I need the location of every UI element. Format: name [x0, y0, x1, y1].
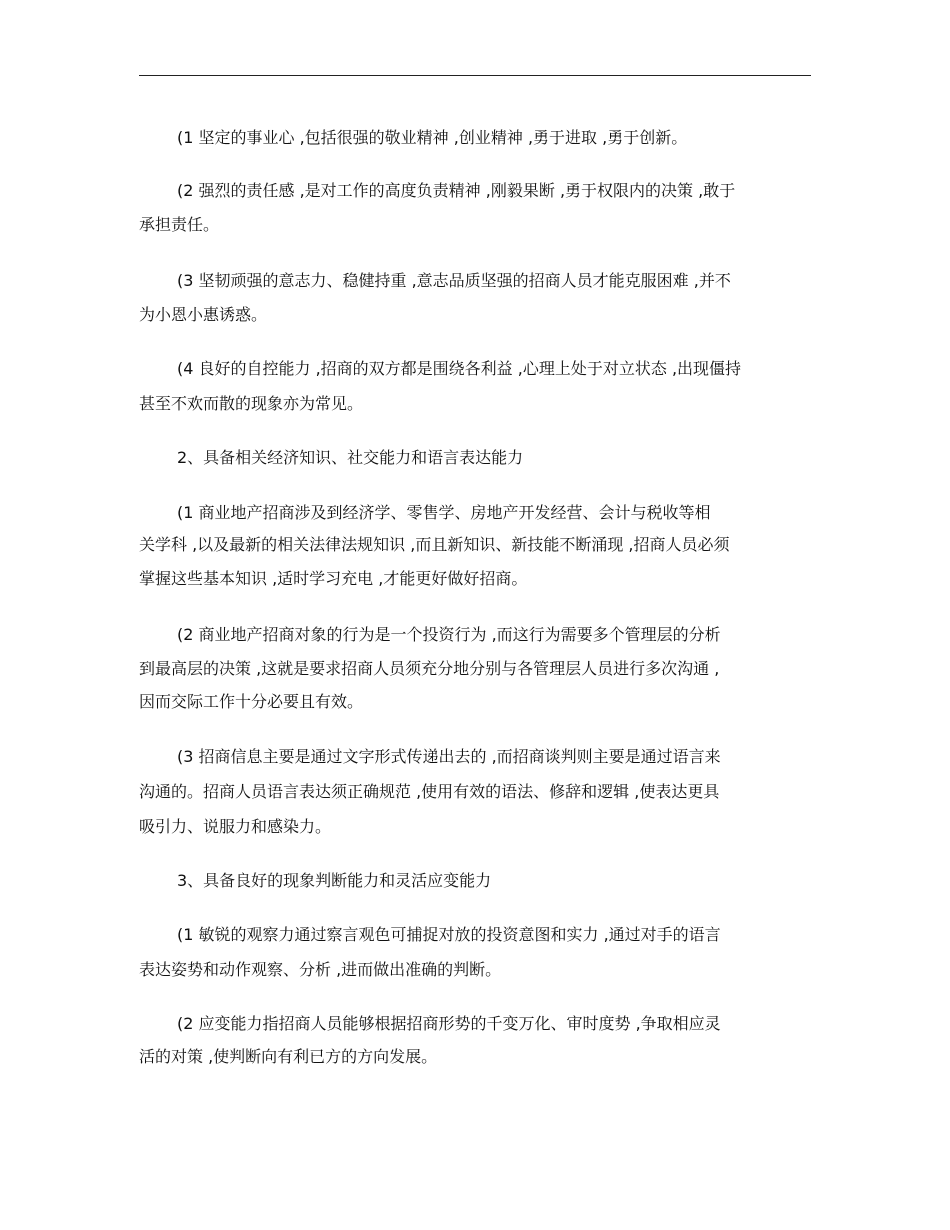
- text-line: 表达姿势和动作观察、分析 ,进而做出准确的判断。: [139, 960, 502, 979]
- text-line: 吸引力、说服力和感染力。: [139, 817, 332, 836]
- text-line: (2 应变能力指招商人员能够根据招商形势的千变万化、审时度势 ,争取相应灵: [177, 1014, 721, 1033]
- text-line: 承担责任。: [139, 215, 220, 234]
- text-line: (2 商业地产招商对象的行为是一个投资行为 ,而这行为需要多个管理层的分析: [177, 625, 721, 644]
- text-line: (3 招商信息主要是通过文字形式传递出去的 ,而招商谈判则主要是通过语言来: [177, 747, 721, 766]
- header-rule: [139, 75, 811, 76]
- text-line: 因而交际工作十分必要且有效。: [139, 692, 364, 711]
- text-line: 活的对策 ,使判断向有利已方的方向发展。: [139, 1047, 438, 1066]
- text-line: 关学科 ,以及最新的相关法律法规知识 ,而且新知识、新技能不断涌现 ,招商人员必须: [139, 535, 730, 554]
- text-line: (4 良好的自控能力 ,招商的双方都是围绕各利益 ,心理上处于对立状态 ,出现僵持: [177, 359, 742, 378]
- text-line: (1 坚定的事业心 ,包括很强的敬业精神 ,创业精神 ,勇于进取 ,勇于创新。: [177, 128, 688, 147]
- text-line: (2 强烈的责任感 ,是对工作的高度负责精神 ,刚毅果断 ,勇于权限内的决策 ,敢于: [177, 181, 736, 200]
- text-line: 掌握这些基本知识 ,适时学习充电 ,才能更好做好招商。: [139, 569, 528, 588]
- text-line: (1 敏锐的观察力通过察言观色可捕捉对放的投资意图和实力 ,通过对手的语言: [177, 925, 721, 944]
- text-line: (3 坚韧顽强的意志力、稳健持重 ,意志品质坚强的招商人员才能克服困难 ,并不: [177, 271, 731, 290]
- text-line: 为小恩小惠诱惑。: [139, 305, 268, 324]
- text-line: 甚至不欢而散的现象亦为常见。: [139, 394, 364, 413]
- text-line: (1 商业地产招商涉及到经济学、零售学、房地产开发经营、会计与税收等相: [177, 503, 711, 522]
- section-heading: 3、具备良好的现象判断能力和灵活应变能力: [177, 871, 492, 890]
- section-heading: 2、具备相关经济知识、社交能力和语言表达能力: [177, 448, 524, 467]
- text-line: 到最高层的决策 ,这就是要求招商人员须充分地分别与各管理层人员进行多次沟通 ,: [139, 659, 720, 678]
- text-line: 沟通的。招商人员语言表达须正确规范 ,使用有效的语法、修辞和逻辑 ,使表达更具: [139, 782, 720, 801]
